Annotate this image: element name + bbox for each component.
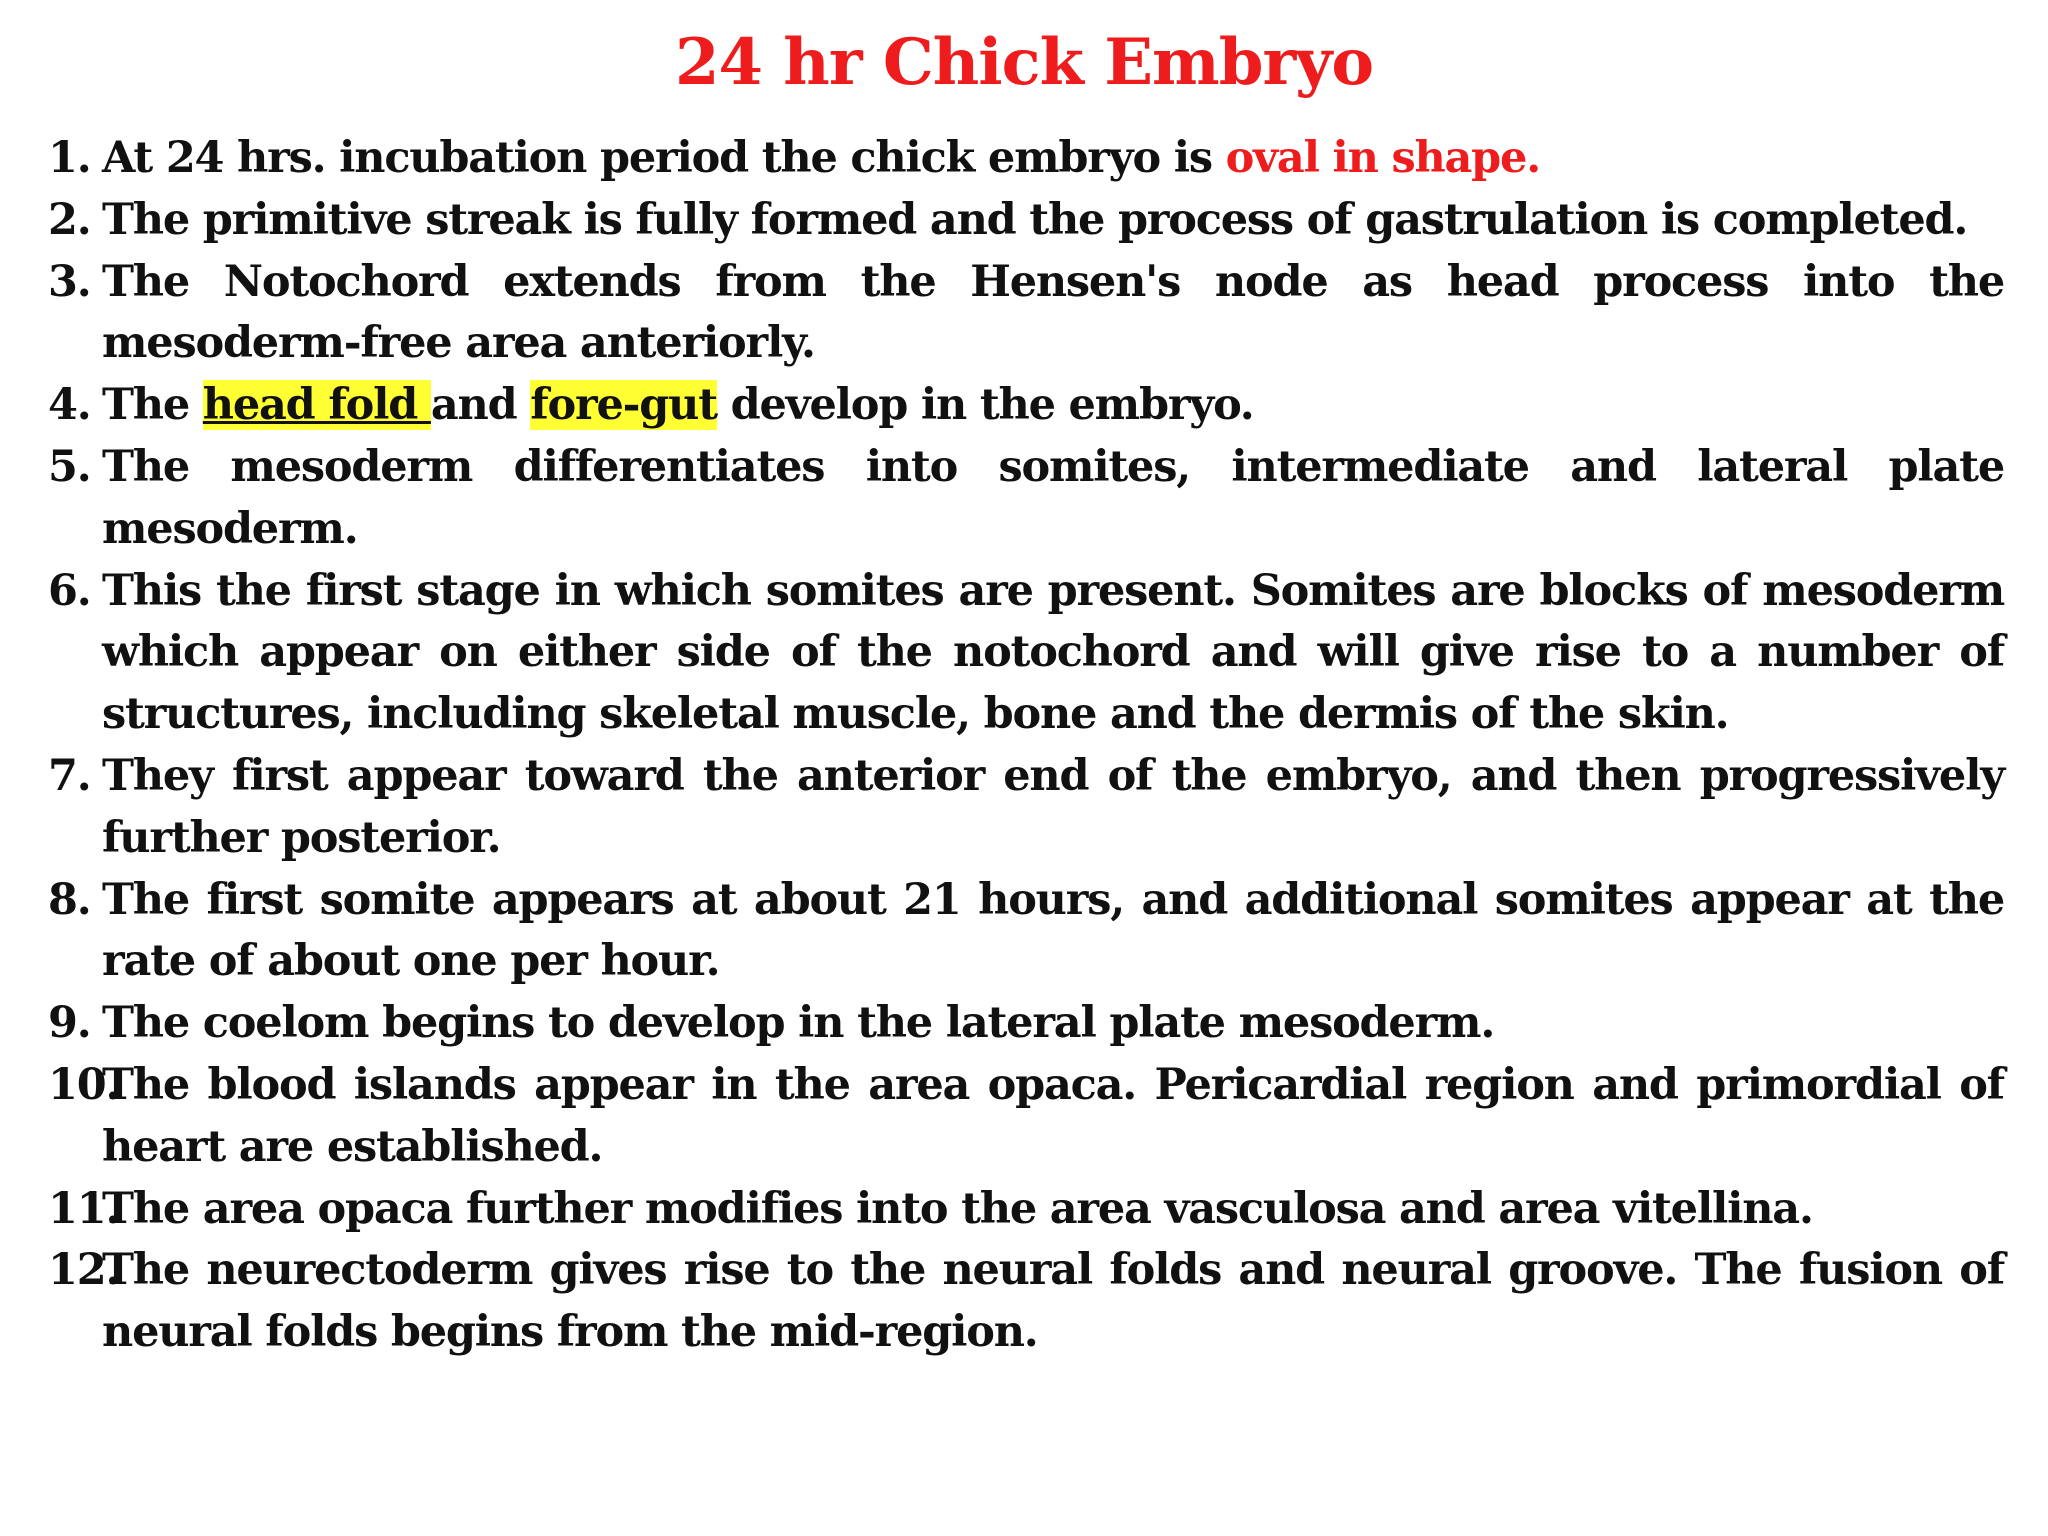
item-number: 1. <box>48 133 91 183</box>
list-item-3 <box>48 252 2004 376</box>
item-number: 6. <box>48 565 91 616</box>
item-text: They first appear toward the anterior end of the embryo, and then progressively further posterior. <box>102 750 2004 863</box>
item-number: 2. <box>48 194 91 245</box>
item-number: 12. <box>48 1245 120 1296</box>
item-number: 9. <box>48 998 91 1049</box>
highlight-head-fold: head fold <box>202 380 431 431</box>
item-number: 11. <box>48 1183 120 1234</box>
item-text: The Notochord extends from the Hensen's node as head process into the mesoderm-free area anteriorly. <box>102 256 2004 369</box>
list-item-11 <box>48 1179 2004 1241</box>
item-text: The primitive streak is fully formed and the process of gastrulation is completed. <box>102 194 1968 245</box>
list-item-4 <box>48 375 2004 437</box>
item-text: and <box>430 380 531 431</box>
item-text: The area opaca further modifies into the area vasculosa and area vitellina. <box>102 1183 1813 1234</box>
list-item-9 <box>48 993 2004 1055</box>
item-number: 4. <box>48 380 91 431</box>
item-text: The mesoderm differentiates into somites, intermediate and lateral plate mesoderm. <box>102 441 2004 554</box>
fact-list <box>48 128 2004 1364</box>
item-number: 10. <box>48 1059 120 1110</box>
list-item-5 <box>48 437 2004 561</box>
list-item-7 <box>48 746 2004 870</box>
item-text: The first somite appears at about 21 hours, and additional somites appear at the rate of about one per hour. <box>102 874 2004 987</box>
list-item-6 <box>48 561 2004 746</box>
item-number: 3. <box>48 256 91 307</box>
list-item-10 <box>48 1055 2004 1179</box>
item-text: At 24 hrs. incubation period the chick embryo is <box>102 133 1226 183</box>
item-text: The coelom begins to develop in the lateral plate mesoderm. <box>102 998 1495 1049</box>
highlight-fore-gut: fore-gut <box>530 380 717 431</box>
item-text: The <box>102 380 203 431</box>
item-text: The blood islands appear in the area opaca. Pericardial region and primordial of heart are established. <box>102 1059 2004 1172</box>
list-item-2 <box>48 190 2004 252</box>
list-item-1 <box>48 128 2004 190</box>
item-text: This the first stage in which somites are present. Somites are blocks of mesoderm which appear on either side of the notochord and will give rise to a number of structures, including skeletal muscle, bone and the dermis of the skin. <box>102 565 2004 740</box>
item-text: develop in the embryo. <box>716 380 1254 431</box>
emphasis-text: oval in shape. <box>1225 133 1540 183</box>
list-item-8 <box>48 870 2004 994</box>
item-number: 5. <box>48 441 91 492</box>
item-number: 7. <box>48 750 91 801</box>
item-number: 8. <box>48 874 91 925</box>
list-item-12 <box>48 1240 2004 1364</box>
item-text: The neurectoderm gives rise to the neural folds and neural groove. The fusion of neural folds begins from the mid-region. <box>102 1245 2004 1358</box>
slide-title: 24 hr Chick Embryo <box>674 25 1374 100</box>
